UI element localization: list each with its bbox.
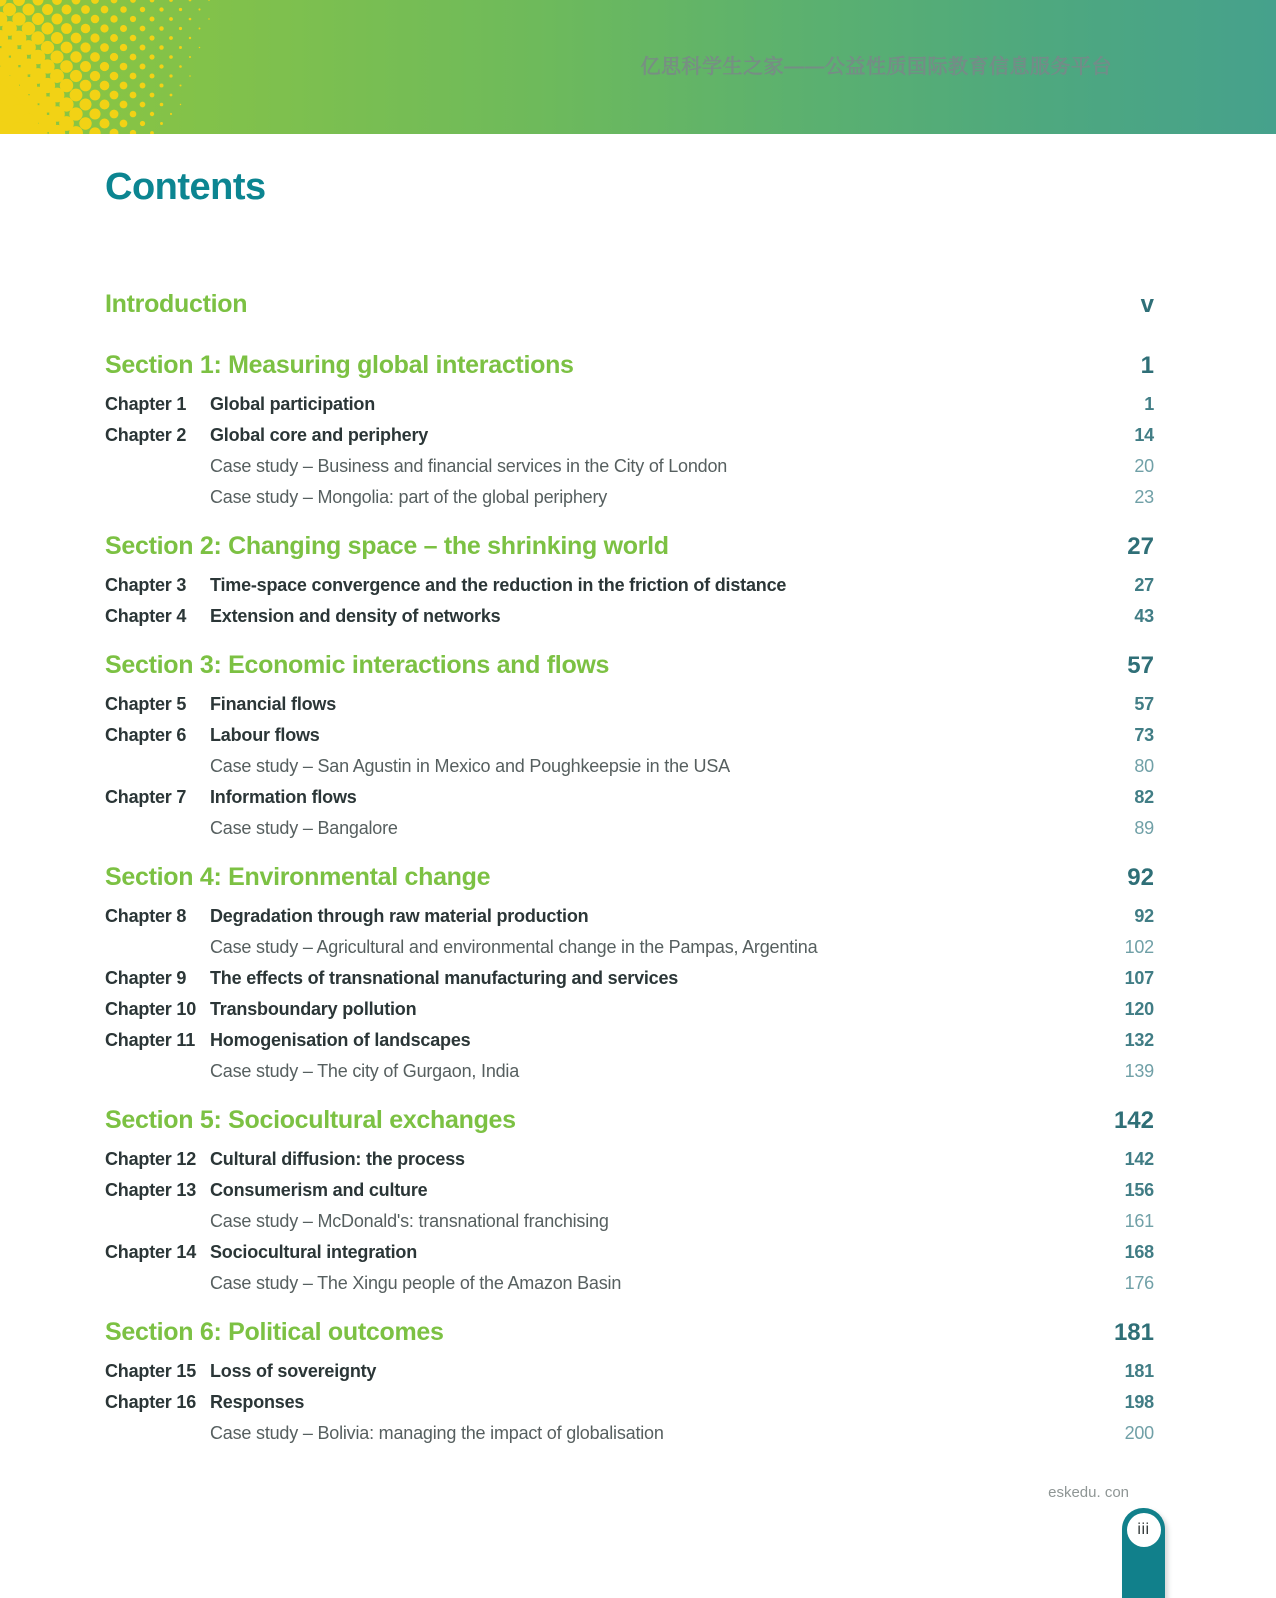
- toc-row-case: [105, 1206, 1154, 1237]
- section-block: [105, 347, 1154, 513]
- table-of-contents: [0, 165, 1276, 1449]
- entry-page-number: 20: [1134, 456, 1154, 476]
- entry-page-number: 43: [1134, 606, 1154, 626]
- entry-title: Case study – Bolivia: managing the impact of globalisation: [210, 1423, 664, 1443]
- header-watermark-text: 亿思科学生之家——公益性质国际教育信息服务平台: [640, 56, 1112, 78]
- toc-row-chapter: [105, 720, 1154, 751]
- chapter-label: Chapter 4: [105, 606, 187, 626]
- entry-title: Case study – Mongolia: part of the global periphery: [210, 487, 608, 507]
- page-number-badge: iii: [1127, 1513, 1161, 1547]
- intro-label: Introduction: [105, 290, 248, 318]
- toc-row-case: [105, 1056, 1154, 1087]
- chapter-label: Chapter 6: [105, 725, 187, 745]
- entry-page-number: 200: [1124, 1423, 1154, 1443]
- toc-row-chapter: [105, 1237, 1154, 1268]
- toc-row-chapter: [105, 901, 1154, 932]
- section-title: Section 1: Measuring global interactions: [105, 351, 574, 379]
- entry-title: Case study – The city of Gurgaon, India: [210, 1061, 520, 1081]
- chapter-label: Chapter 15: [105, 1361, 197, 1381]
- toc-row-chapter: [105, 1175, 1154, 1206]
- chapter-label: Chapter 14: [105, 1242, 197, 1262]
- page-title: Contents: [105, 166, 266, 208]
- entry-page-number: 198: [1124, 1392, 1154, 1412]
- section-heading: [105, 347, 1154, 383]
- entry-title: Case study – The Xingu people of the Amazon Basin: [210, 1273, 622, 1293]
- entry-title: Case study – Bangalore: [210, 818, 398, 838]
- entry-title: Cultural diffusion: the process: [210, 1149, 465, 1169]
- halftone-pattern: [0, 0, 300, 134]
- chapter-label: Chapter 12: [105, 1149, 197, 1169]
- entry-title: Global participation: [210, 394, 376, 414]
- entry-page-number: 156: [1124, 1180, 1154, 1200]
- toc-row-chapter: [105, 689, 1154, 720]
- toc-row-case: [105, 813, 1154, 844]
- entry-title: Time-space convergence and the reduction in the friction of distance: [210, 575, 787, 595]
- section-page-number: 1: [1140, 352, 1154, 379]
- chapter-label: Chapter 5: [105, 694, 187, 714]
- header-banner: [0, 0, 1276, 134]
- entry-title: Labour flows: [210, 725, 320, 745]
- entry-title: Global core and periphery: [210, 425, 429, 445]
- toc-row-chapter: [105, 601, 1154, 632]
- entry-page-number: 1: [1144, 394, 1154, 414]
- section-heading: [105, 1314, 1154, 1350]
- section-block: [105, 1314, 1154, 1449]
- section-heading: [105, 528, 1154, 564]
- entry-page-number: 161: [1124, 1211, 1154, 1231]
- section-page-number: 27: [1127, 533, 1154, 560]
- entry-page-number: 120: [1124, 999, 1154, 1019]
- chapter-label: Chapter 10: [105, 999, 197, 1019]
- toc-row-case: [105, 1268, 1154, 1299]
- entry-title: Loss of sovereignty: [210, 1361, 377, 1381]
- toc-row-chapter: [105, 570, 1154, 601]
- section-page-number: 142: [1113, 1107, 1154, 1134]
- entry-title: Financial flows: [210, 694, 337, 714]
- entry-page-number: 181: [1124, 1361, 1154, 1381]
- footer-watermark-text: eskedu. con: [1048, 1484, 1129, 1501]
- section-title: Section 5: Sociocultural exchanges: [105, 1106, 516, 1134]
- section-title: Section 2: Changing space – the shrinking world: [105, 532, 669, 560]
- entry-title: The effects of transnational manufacturing and services: [210, 968, 679, 988]
- section-page-number: 57: [1127, 652, 1154, 679]
- chapter-label: Chapter 2: [105, 425, 187, 445]
- section-title: Section 4: Environmental change: [105, 863, 491, 891]
- section-block: [105, 1102, 1154, 1299]
- page-tab: [1122, 1508, 1165, 1598]
- entry-title: Transboundary pollution: [210, 999, 417, 1019]
- entry-title: Case study – Agricultural and environmental change in the Pampas, Argentina: [210, 937, 818, 957]
- entry-page-number: 102: [1124, 937, 1154, 957]
- section-block: [105, 528, 1154, 632]
- section-title: Section 6: Political outcomes: [105, 1318, 444, 1346]
- chapter-label: Chapter 8: [105, 906, 187, 926]
- intro-page-number: v: [1140, 291, 1154, 318]
- chapter-label: Chapter 13: [105, 1180, 197, 1200]
- entry-page-number: 176: [1124, 1273, 1154, 1293]
- entry-page-number: 23: [1134, 487, 1154, 507]
- toc-row-chapter: [105, 1144, 1154, 1175]
- entry-page-number: 14: [1134, 425, 1154, 445]
- entry-page-number: 132: [1124, 1030, 1154, 1050]
- toc-row-chapter: [105, 1356, 1154, 1387]
- entry-title: Sociocultural integration: [210, 1242, 418, 1262]
- chapter-label: Chapter 16: [105, 1392, 197, 1412]
- sections: [105, 347, 1154, 1449]
- intro-row: [105, 286, 1154, 322]
- section-page-number: 181: [1113, 1319, 1154, 1346]
- entry-title: Degradation through raw material production: [210, 906, 589, 926]
- entry-page-number: 82: [1134, 787, 1154, 807]
- toc-row-case: [105, 1418, 1154, 1449]
- entry-page-number: 73: [1134, 725, 1154, 745]
- entry-page-number: 142: [1124, 1149, 1154, 1169]
- entry-page-number: 27: [1134, 575, 1154, 595]
- entry-title: Responses: [210, 1392, 305, 1412]
- entry-title: Case study – San Agustin in Mexico and Poughkeepsie in the USA: [210, 756, 730, 776]
- toc-row-chapter: [105, 1025, 1154, 1056]
- section-block: [105, 647, 1154, 844]
- chapter-label: Chapter 3: [105, 575, 187, 595]
- section-title: Section 3: Economic interactions and flows: [105, 651, 610, 679]
- section-heading: [105, 859, 1154, 895]
- toc-row-chapter: [105, 1387, 1154, 1418]
- chapter-label: Chapter 7: [105, 787, 187, 807]
- entry-page-number: 168: [1124, 1242, 1154, 1262]
- toc-row-chapter: [105, 782, 1154, 813]
- toc-row-case: [105, 482, 1154, 513]
- chapter-label: Chapter 1: [105, 394, 187, 414]
- section-page-number: 92: [1127, 864, 1154, 891]
- entry-title: Case study – McDonald's: transnational franchising: [210, 1211, 609, 1231]
- toc-row-case: [105, 751, 1154, 782]
- entry-page-number: 107: [1124, 968, 1154, 988]
- entry-page-number: 57: [1134, 694, 1154, 714]
- chapter-label: Chapter 9: [105, 968, 187, 988]
- chapter-label: Chapter 11: [105, 1030, 196, 1050]
- section-heading: [105, 647, 1154, 683]
- toc-row-case: [105, 451, 1154, 482]
- toc-row-chapter: [105, 963, 1154, 994]
- entry-title: Information flows: [210, 787, 357, 807]
- entry-page-number: 80: [1134, 756, 1154, 776]
- entry-page-number: 92: [1134, 906, 1154, 926]
- entry-title: Homogenisation of landscapes: [210, 1030, 471, 1050]
- entry-page-number: 139: [1124, 1061, 1154, 1081]
- entry-page-number: 89: [1134, 818, 1154, 838]
- entry-title: Case study – Business and financial services in the City of London: [210, 456, 728, 476]
- toc-row-chapter: [105, 389, 1154, 420]
- toc-row-chapter: [105, 420, 1154, 451]
- entry-title: Consumerism and culture: [210, 1180, 428, 1200]
- section-block: [105, 859, 1154, 1087]
- entry-title: Extension and density of networks: [210, 606, 501, 626]
- toc-row-chapter: [105, 994, 1154, 1025]
- section-heading: [105, 1102, 1154, 1138]
- toc-row-case: [105, 932, 1154, 963]
